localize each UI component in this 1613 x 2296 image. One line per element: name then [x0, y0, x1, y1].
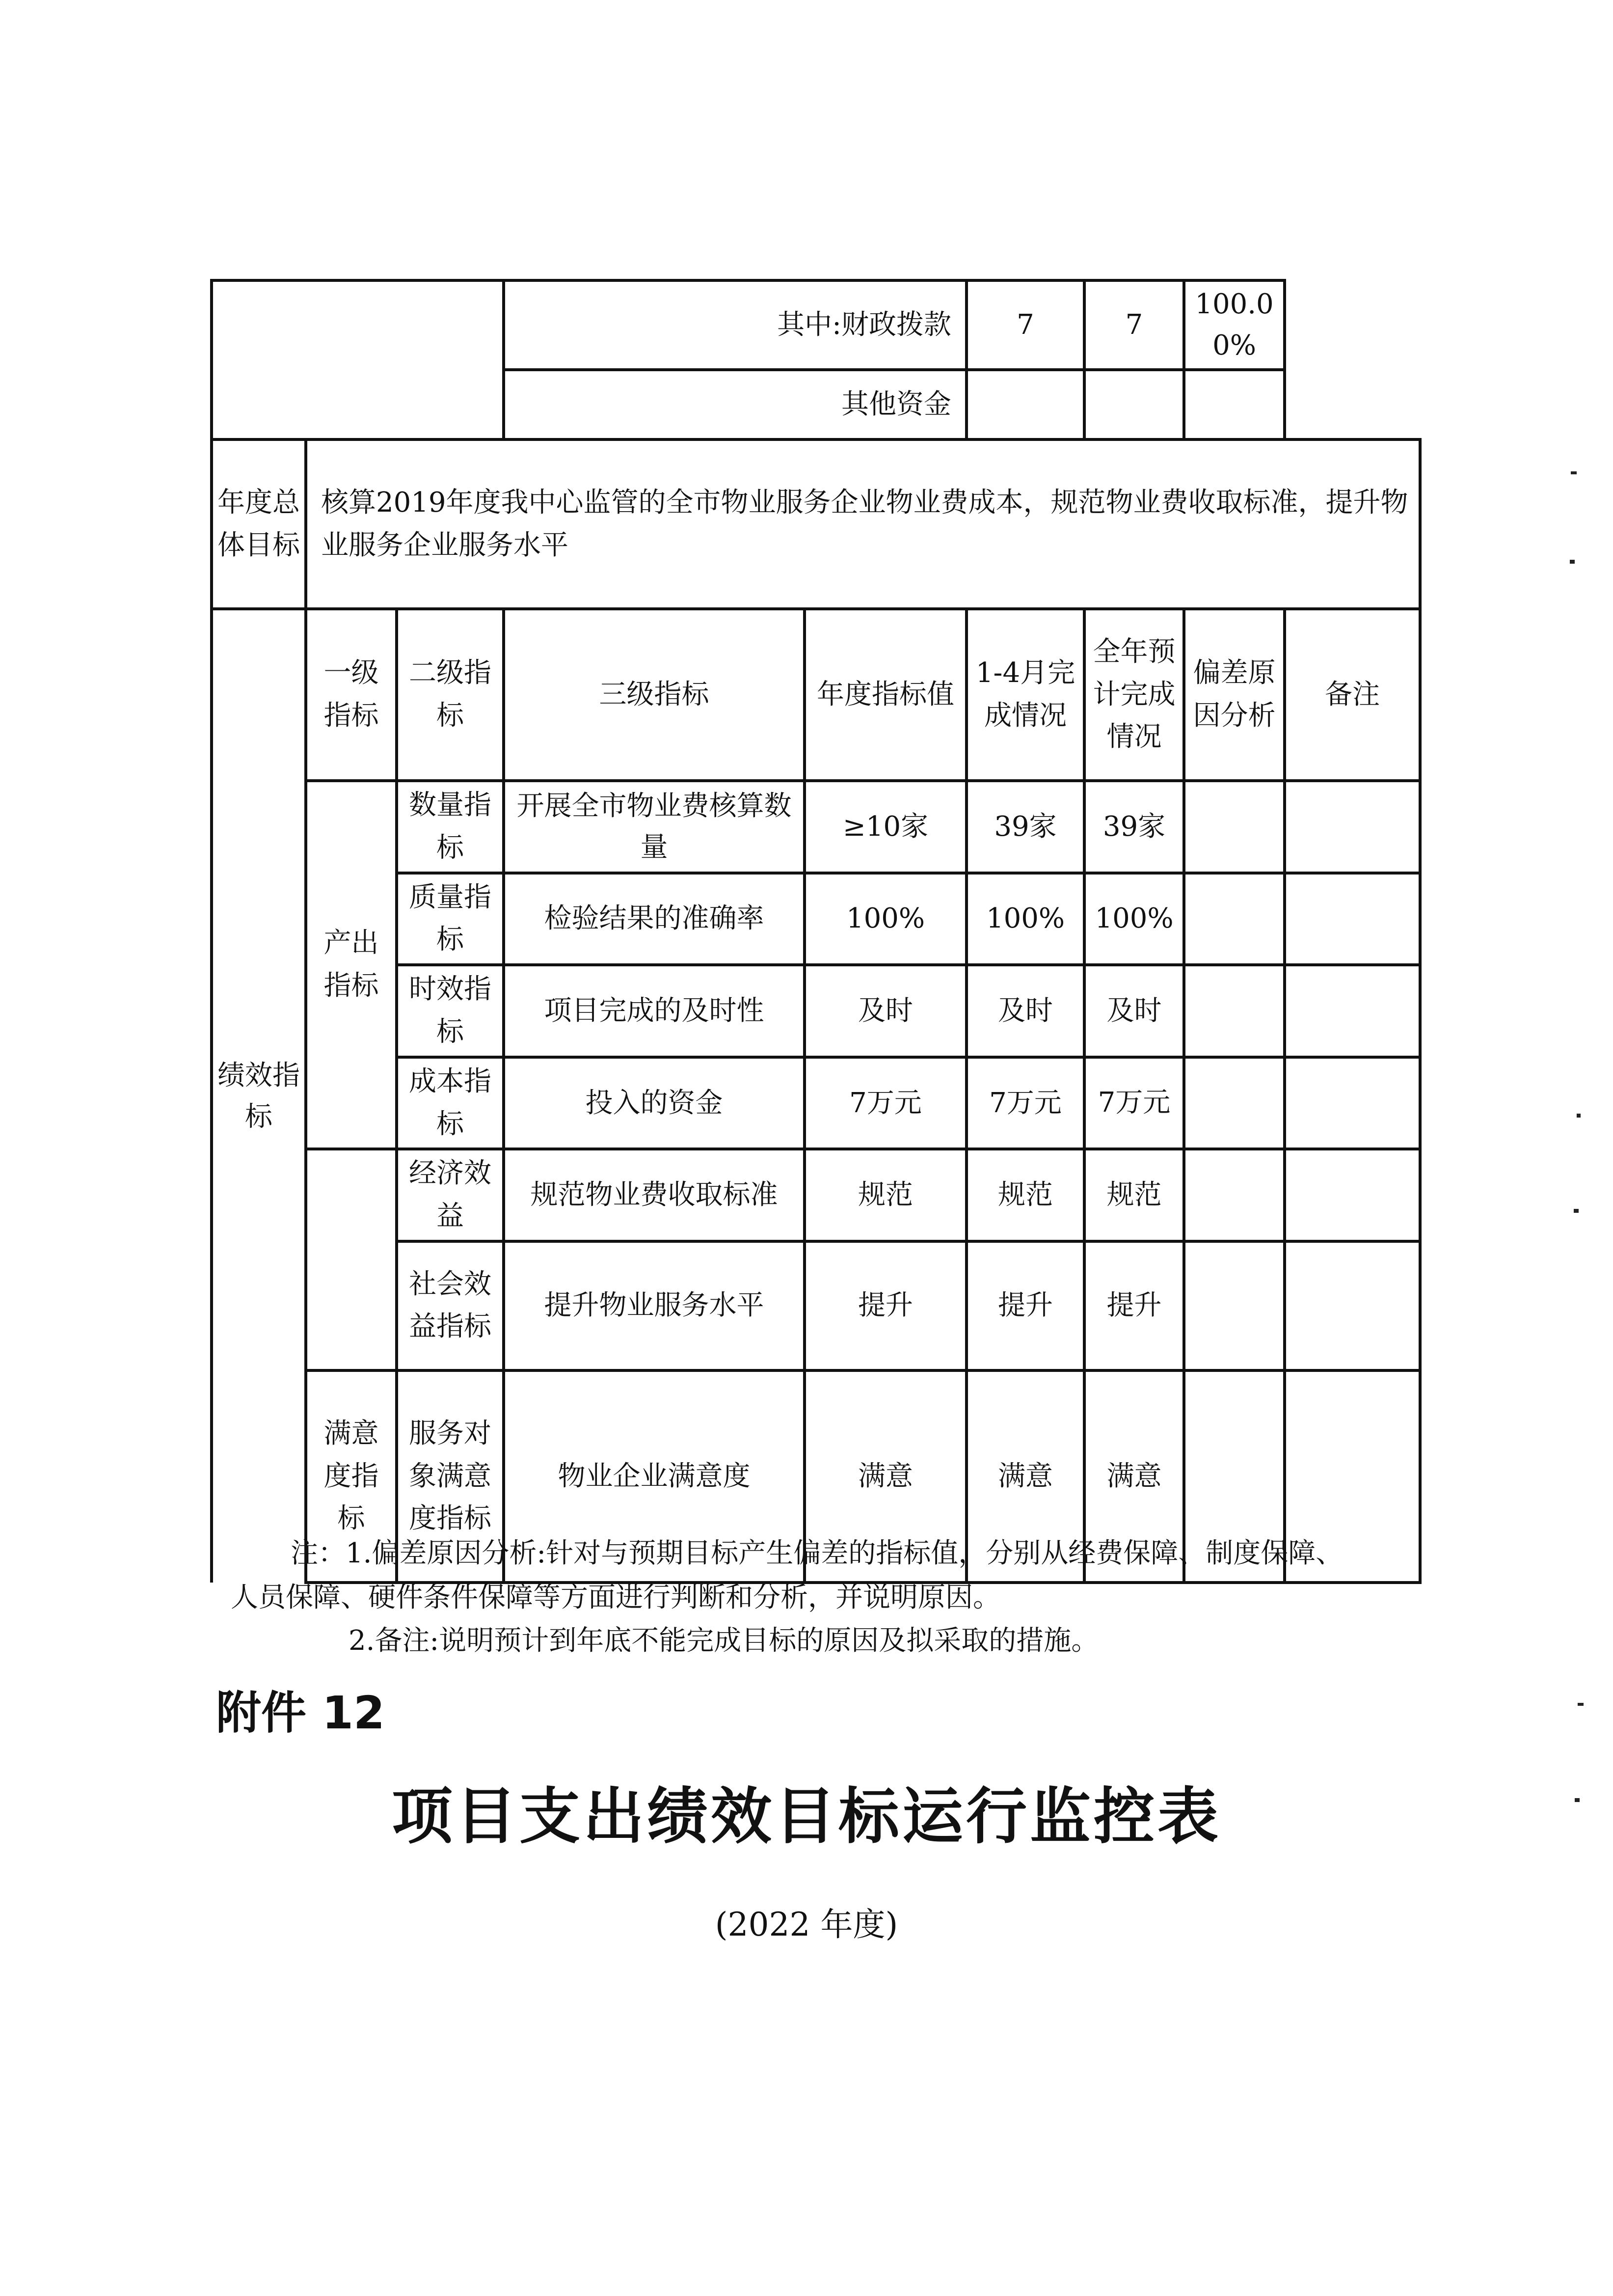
row-remarks: [1285, 965, 1420, 1057]
row-target: ≥10家: [805, 781, 967, 873]
row-progress: 7万元: [967, 1057, 1084, 1149]
row-progress: 及时: [967, 965, 1084, 1057]
group-benefit-blank: [306, 1149, 397, 1370]
fiscal-funds-rate: 100.00%: [1184, 280, 1285, 370]
header-level3: 三级指标: [504, 609, 805, 781]
row-target: 满意: [805, 1370, 967, 1583]
row-forecast: 7万元: [1084, 1057, 1184, 1149]
row-level3: 物业企业满意度: [504, 1370, 805, 1583]
row-level2: 时效指标: [397, 965, 504, 1057]
scan-speck: [1570, 560, 1575, 564]
performance-table: [210, 279, 1422, 1584]
row-level3: 投入的资金: [504, 1057, 805, 1149]
attachment-label: 附件 12: [216, 1687, 385, 1739]
row-remarks: [1285, 873, 1420, 965]
row-level2: 质量指标: [397, 873, 504, 965]
row-remarks: [1285, 1057, 1420, 1149]
note-2: 2.备注:说明预计到年底不能完成目标的原因及拟采取的措施。: [349, 1625, 1099, 1657]
row-forecast: 100%: [1084, 873, 1184, 965]
scan-speck: [1577, 1114, 1581, 1118]
row-forecast: 满意: [1084, 1370, 1184, 1583]
row-progress: 规范: [967, 1149, 1084, 1241]
row-remarks: [1285, 1149, 1420, 1241]
note-1-line-1: 注：1.偏差原因分析:针对与预期目标产生偏差的指标值，分别从经费保障、制度保障、: [291, 1537, 1344, 1569]
performance-indicators-label: 绩效指标: [212, 609, 306, 1583]
row-forecast: 提升: [1084, 1241, 1184, 1370]
row-target: 规范: [805, 1149, 967, 1241]
scan-speck: [1574, 1209, 1579, 1213]
group-output-indicators: 产出指标: [306, 781, 397, 1149]
row-forecast: 及时: [1084, 965, 1184, 1057]
row-deviation: [1184, 1241, 1285, 1370]
row-level3: 项目完成的及时性: [504, 965, 805, 1057]
header-annual-forecast: 全年预计完成情况: [1084, 609, 1184, 781]
header-jan-apr-progress: 1-4月完成情况: [967, 609, 1084, 781]
row-level2: 服务对象满意度指标: [397, 1370, 504, 1583]
row-target: 及时: [805, 965, 967, 1057]
row-target: 100%: [805, 873, 967, 965]
note-1-line-2: 人员保障、硬件条件保障等方面进行判断和分析，并说明原因。: [231, 1582, 1000, 1613]
row-level3: 检验结果的准确率: [504, 873, 805, 965]
row-level3: 提升物业服务水平: [504, 1241, 805, 1370]
scan-speck: [1578, 1703, 1584, 1706]
row-level2: 数量指标: [397, 781, 504, 873]
row-progress: 提升: [967, 1241, 1084, 1370]
annual-goal-text: 核算2019年度我中心监管的全市物业服务企业物业费成本，规范物业费收取标准，提升物业服务企业服务水平: [306, 439, 1420, 609]
fiscal-funds-budget: 7: [967, 280, 1084, 370]
row-level2: 成本指标: [397, 1057, 504, 1149]
annual-goal-label: 年度总体目标: [212, 439, 306, 609]
row-level3: 开展全市物业费核算数量: [504, 781, 805, 873]
row-deviation: [1184, 781, 1285, 873]
header-annual-target: 年度指标值: [805, 609, 967, 781]
row-progress: 满意: [967, 1370, 1084, 1583]
row-deviation: [1184, 1149, 1285, 1241]
fiscal-funds-label: 其中:财政拨款: [504, 280, 967, 370]
row-level2: 社会效益指标: [397, 1241, 504, 1370]
form-year: (2022 年度): [715, 1906, 898, 1943]
header-level2: 二级指标: [397, 609, 504, 781]
row-remarks: [1285, 781, 1420, 873]
scan-speck: [1575, 1798, 1580, 1802]
row-level3: 规范物业费收取标准: [504, 1149, 805, 1241]
other-funds-executed: [1084, 370, 1184, 439]
funds-blank-cell: [212, 280, 504, 439]
row-forecast: 39家: [1084, 781, 1184, 873]
row-deviation: [1184, 873, 1285, 965]
header-remarks: 备注: [1285, 609, 1420, 781]
group-satisfaction-indicators: 满意度指标: [306, 1370, 397, 1583]
row-progress: 100%: [967, 873, 1084, 965]
header-deviation-analysis: 偏差原因分析: [1184, 609, 1285, 781]
other-funds-rate: [1184, 370, 1285, 439]
row-deviation: [1184, 965, 1285, 1057]
other-funds-label: 其他资金: [504, 370, 967, 439]
row-target: 7万元: [805, 1057, 967, 1149]
row-target: 提升: [805, 1241, 967, 1370]
row-progress: 39家: [967, 781, 1084, 873]
row-level2: 经济效益: [397, 1149, 504, 1241]
fiscal-funds-executed: 7: [1084, 280, 1184, 370]
row-forecast: 规范: [1084, 1149, 1184, 1241]
row-deviation: [1184, 1057, 1285, 1149]
scan-speck: [1571, 471, 1577, 474]
other-funds-budget: [967, 370, 1084, 439]
row-remarks: [1285, 1241, 1420, 1370]
form-title: 项目支出绩效目标运行监控表: [391, 1781, 1221, 1852]
header-level1: 一级指标: [306, 609, 397, 781]
